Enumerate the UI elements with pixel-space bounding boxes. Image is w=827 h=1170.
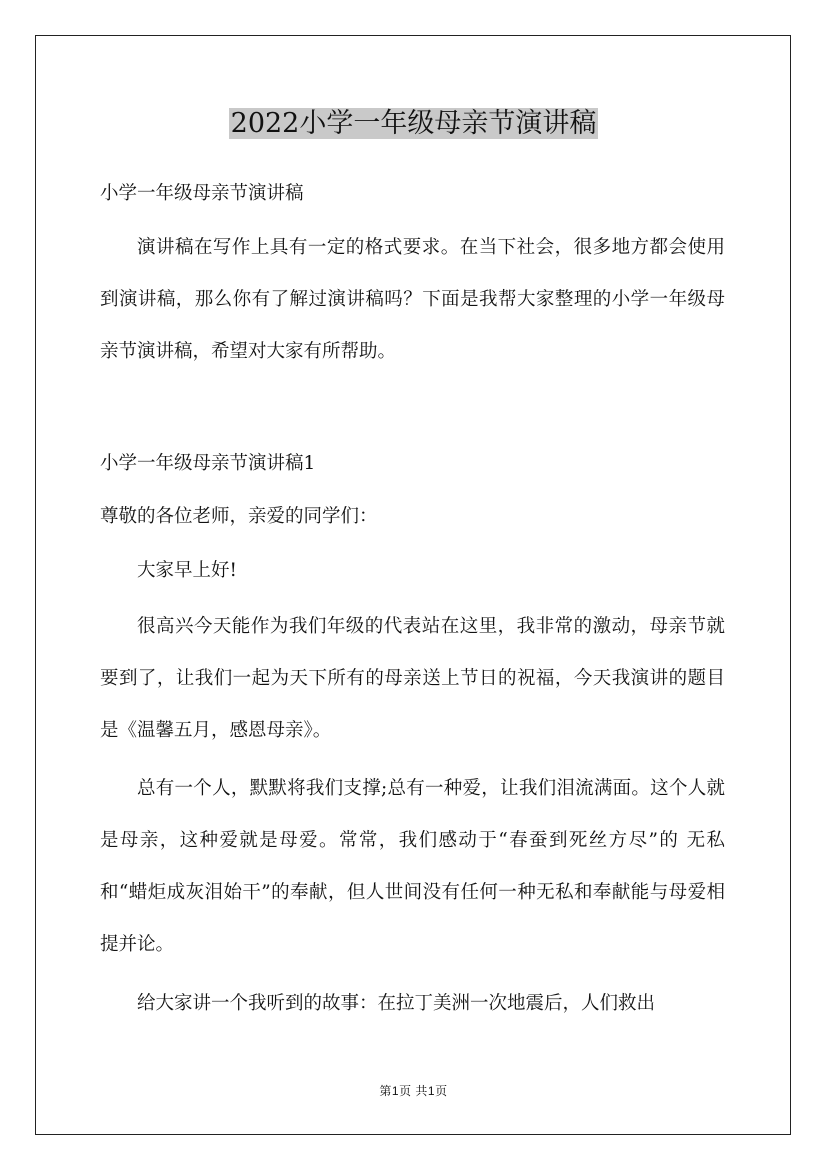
body-paragraph-1: 很高兴今天能作为我们年级的代表站在这里，我非常的激动，母亲节就要到了，让我们一起为天下所有的母亲送上节日的祝福，今天我演讲的题目是《温馨五月，感恩母亲》。 [100, 616, 725, 741]
body-paragraph-3: 给大家讲一个我听到的故事：在拉丁美洲一次地震后，人们救出 [137, 993, 656, 1014]
salutation: 尊敬的各位老师，亲爱的同学们： [100, 506, 378, 527]
page-number-footer: 第1页 共1页 [379, 1084, 448, 1098]
section-heading: 小学一年级母亲节演讲稿1 [100, 453, 316, 474]
document-subtitle: 小学一年级母亲节演讲稿 [100, 183, 304, 204]
document-title-text: 2022小学一年级母亲节演讲稿 [230, 108, 597, 139]
greeting: 大家早上好! [137, 560, 237, 581]
document-title [0, 104, 827, 144]
intro-paragraph: 演讲稿在写作上具有一定的格式要求。在当下社会，很多地方都会使用到演讲稿，那么你有了解过演讲稿吗？下面是我帮大家整理的小学一年级母亲节演讲稿，希望对大家有所帮助。 [100, 237, 725, 362]
body-paragraph-2: 总有一个人，默默将我们支撑;总有一种爱，让我们泪流满面。这个人就是母亲，这种爱就是母爱。常常，我们感动于“春蚕到死丝方尽”的 无私和“蜡炬成灰泪始干”的奉献，但人世间没有任何一种无私和奉献能与母爱相提并论。 [100, 778, 725, 955]
